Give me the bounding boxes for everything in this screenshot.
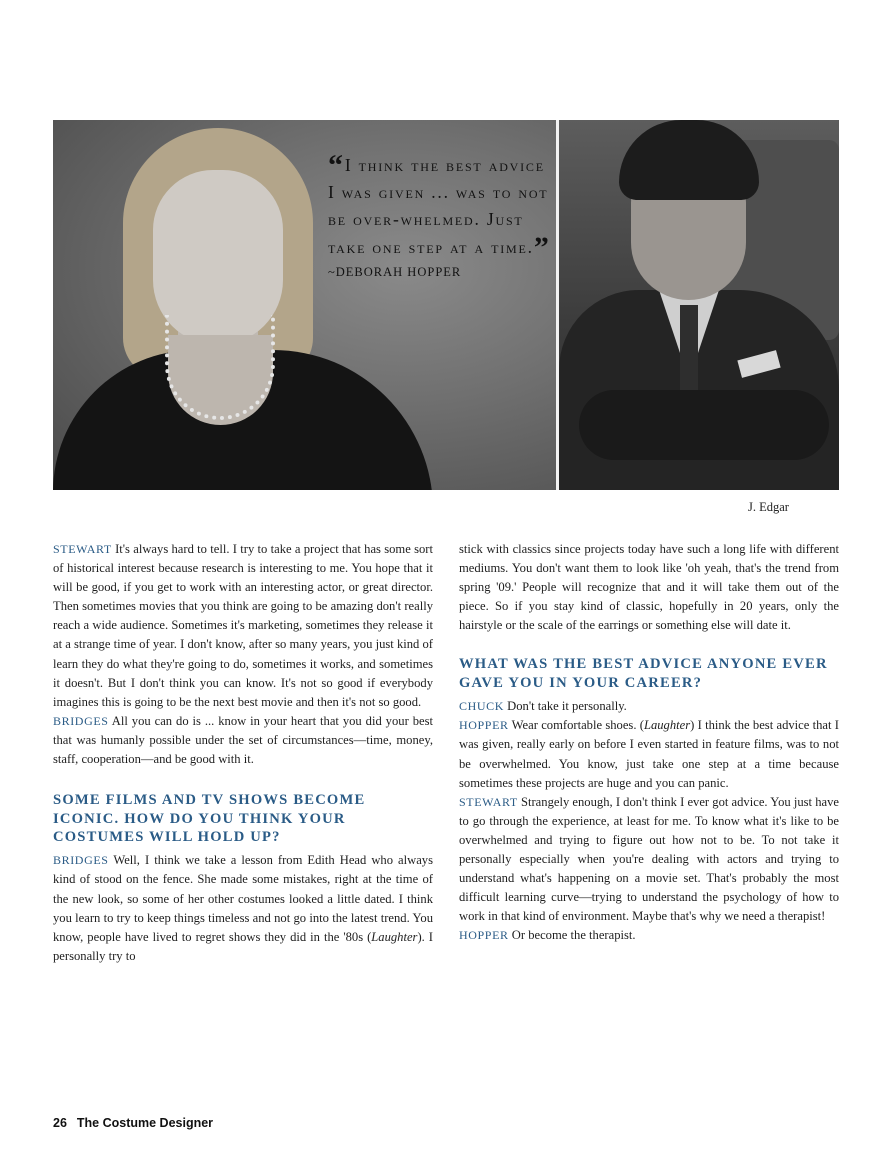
speaker-label: HOPPER	[459, 718, 509, 733]
pearl-necklace	[165, 315, 275, 420]
photo-caption: J. Edgar	[748, 500, 789, 514]
quote-attribution: ~DEBORAH HOPPER	[328, 264, 462, 279]
pull-quote	[328, 149, 558, 280]
speaker-label: STEWART	[459, 794, 518, 809]
paragraph	[459, 540, 839, 635]
paragraph-text: It's always hard to tell. I try to take a project that has some sort of historical interest because research is interesting to me. You hope that it will be good, if you get to work with an interesting actor, or great director. Then sometimes movies that you think are going to be amazing don't really reach a wide audience. Sometimes it's marketing, sometimes they release it at a strange time of year. I don't know, after so many years, you just kind of learn they do what they're going to do, sometimes it works, and sometimes it doesn't. But I don't think you can know. It's not so good if everybody imagines this is going to be the next best movie and then it's not so good.	[53, 542, 433, 709]
paragraph-text: Wear comfortable shoes. (	[508, 718, 644, 733]
quote-body: I think the best advice I was given ... was to not be over-whelmed. Just take one step at a time.	[328, 155, 549, 257]
pull-quote-text	[328, 149, 558, 264]
paragraph-text: ) I think the best advice that I was given, really early on before I even started in feature films, was to not be overwhelmed. You know, just take one step at a time because sometimes these projects are huge and you can panic.	[459, 718, 839, 790]
speaker-label: BRIDGES	[53, 853, 109, 868]
actor-hair	[619, 120, 759, 200]
left-column	[53, 540, 433, 966]
speaker-label: STEWART	[53, 542, 112, 556]
paragraph	[459, 926, 839, 945]
italic-text: Laughter	[643, 718, 691, 733]
page-footer	[53, 1116, 213, 1130]
publication-name: The Costume Designer	[76, 1116, 214, 1130]
open-quote-mark: “	[328, 149, 345, 182]
paragraph-text: Strangely enough, I don't think I ever got advice. You just have to go through the experience, at least for me. To know what it's like to be overwhelmed and trying to figure out how not to be. To not take it personally especially when you're dealing with actors and trying to understand what's happening on a movie set. That's probably the most difficult learning curve—trying to understand the psychology of how to work in that kind of environment. Maybe that's why we need a therapist!	[459, 794, 839, 924]
question-heading: SOME FILMS AND TV SHOWS BECOME ICONIC. HOW DO YOU THINK YOUR COSTUMES WILL HOLD UP?	[53, 792, 366, 845]
paragraph-text: Or become the therapist.	[508, 928, 636, 943]
paragraph-text: Don't take it personally.	[504, 699, 627, 714]
portrait-deborah-hopper	[53, 120, 556, 490]
paragraph	[53, 540, 433, 712]
speaker-label: BRIDGES	[53, 713, 109, 728]
paragraph-text: Well, I think we take a lesson from Edith Head who always kind of stood on the fence. She made some mistakes, right at the time of the new look, so some of her other costumes looked a little dated. I think you learn to try to keep things timeless and not go into the latest trend. You know, people have lived to regret shows they did in the '80s (	[53, 853, 433, 944]
paragraph	[459, 716, 839, 792]
paragraph-text: ). I personally try to	[53, 929, 433, 963]
right-column	[459, 540, 839, 946]
actor-crossed-arms	[579, 390, 829, 460]
feature-photo	[53, 120, 839, 490]
paragraph	[53, 851, 433, 966]
paragraph-text: stick with classics since projects today have such a long life with different mediums. You don't want them to look like 'oh yeah, that's the trend from spring '09.' People will recognize that and it will take them out of the piece. So if you stay kind of classic, hopefully in 20 years, only the hairstyle or the scale of the earrings or something else will date it.	[459, 542, 839, 633]
paragraph	[459, 793, 839, 927]
paragraph-text: All you can do is ... know in your heart that you did your best that was humanly possible under the set of circumstances—time, money, staff, cooperation—and be good with it.	[53, 713, 433, 767]
page-number: 26	[53, 1116, 67, 1130]
italic-text: Laughter	[371, 929, 418, 944]
question-heading: WHAT WAS THE BEST ADVICE ANYONE EVER GAVE YOU IN YOUR CAREER?	[459, 656, 828, 691]
close-quote-mark: ”	[533, 230, 551, 264]
paragraph	[53, 712, 433, 769]
speaker-label: CHUCK	[459, 699, 505, 714]
speaker-label: HOPPER	[459, 928, 509, 943]
paragraph	[459, 697, 839, 716]
film-still-j-edgar	[559, 120, 839, 490]
